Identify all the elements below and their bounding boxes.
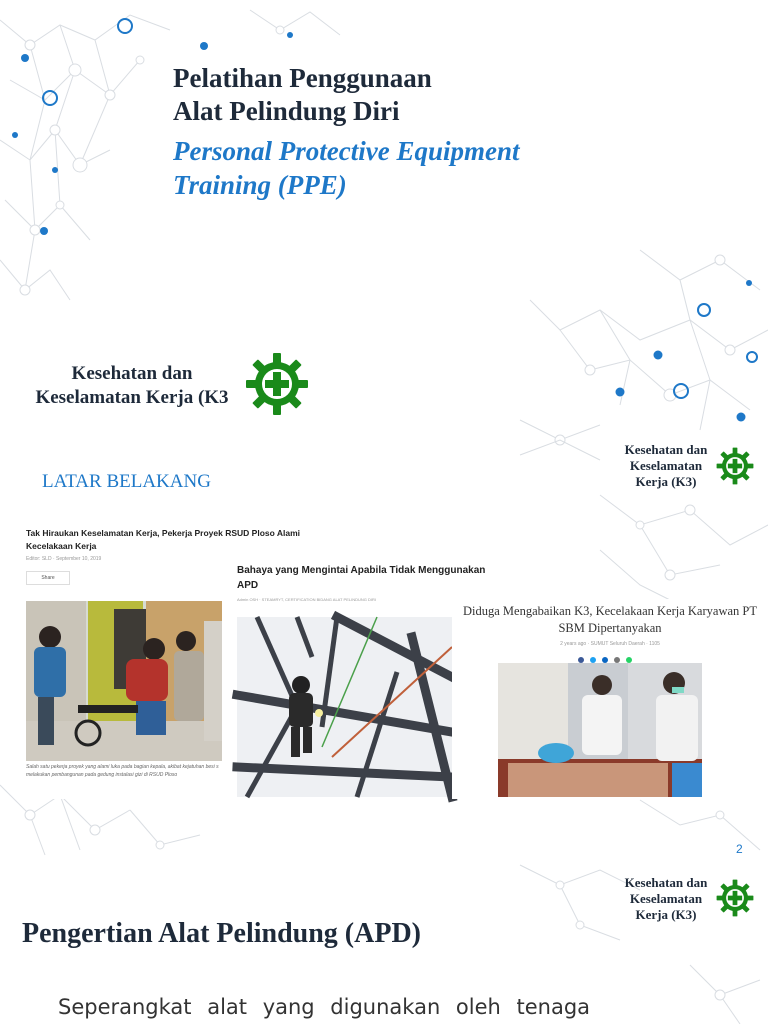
article-meta: Editor: SLD · September 10, 2019 xyxy=(26,556,102,562)
share-button[interactable] xyxy=(26,571,70,585)
k3-gear-icon xyxy=(716,447,754,485)
news-article-3 xyxy=(452,599,768,799)
article-title-line-1: Bahaya yang Mengintai Apabila Tidak Menggunakan xyxy=(237,565,486,576)
article-title-line-1: Tak Hiraukan Keselamatan Kerja, Pekerja Proyek RSUD Ploso Alami xyxy=(26,528,301,538)
k3-label-line-3: Kerja (K3) xyxy=(635,907,697,922)
k3-label-slide2 xyxy=(614,442,718,490)
k3-gear-icon xyxy=(245,352,309,416)
article-photo xyxy=(237,617,452,797)
photo-caption-line-1: Salah satu pekerja proyek yang alami luka pada bagian kepala, akibat kejatuhan besi s xyxy=(26,764,219,770)
title-line-1: Pelatihan Penggunaan xyxy=(173,63,432,93)
subtitle-line-1: Personal Protective Equipment xyxy=(173,136,520,166)
k3-label-line-2: Keselamatan xyxy=(629,891,703,906)
slide-title xyxy=(0,0,768,455)
k3-label-line-1: Kesehatan dan xyxy=(624,442,708,457)
share-label: Share xyxy=(41,575,55,581)
section-heading: Pengertian Alat Pelindung (APD) xyxy=(22,918,421,949)
k3-label-line-2: Keselamatan Kerja (K3 xyxy=(35,387,229,408)
article-title-line-1: Diduga Mengabaikan K3, Kecelakaan Kerja Karyawan PT xyxy=(463,604,757,618)
share-icons xyxy=(578,650,632,658)
k3-label-line-1: Kesehatan dan xyxy=(624,875,708,890)
k3-label-line-3: Kerja (K3) xyxy=(635,474,697,489)
article-meta: 2 years ago · SUMUT Seluruh Daerah · 1105 xyxy=(560,641,660,647)
slide-title-main xyxy=(173,62,432,128)
subtitle-line-2: Training (PPE) xyxy=(173,170,347,200)
title-line-2: Alat Pelindung Diri xyxy=(173,96,400,126)
article-photo xyxy=(26,601,222,761)
slide-latar-belakang xyxy=(0,442,768,865)
slide-subtitle xyxy=(173,134,519,202)
k3-label xyxy=(22,362,242,410)
k3-label-line-1: Kesehatan dan xyxy=(71,363,193,384)
article-meta: Admin OSH · STEAMRYT, CERTIFICATION BIDANG ALAT PELINDUNG DIRI xyxy=(237,597,376,602)
k3-gear-icon xyxy=(716,879,754,917)
article-photo xyxy=(498,663,702,797)
k3-label-slide3 xyxy=(614,875,718,923)
body-paragraph: Seperangkat alat yang digunakan oleh tenaga xyxy=(58,995,591,1019)
section-heading: LATAR BELAKANG xyxy=(42,471,211,492)
article-title-line-2: APD xyxy=(237,580,259,591)
article-title-line-2: SBM Dipertanyakan xyxy=(558,621,662,635)
article-title-line-2: Kecelakaan Kerja xyxy=(26,541,97,551)
page-number: 2 xyxy=(736,842,743,856)
slide-pengertian-apd xyxy=(0,865,768,1024)
k3-label-line-2: Keselamatan xyxy=(629,458,703,473)
photo-caption-line-2: melakukan pembangunan pada gedung instalasi gizi di RSUD Ploso xyxy=(26,772,178,778)
